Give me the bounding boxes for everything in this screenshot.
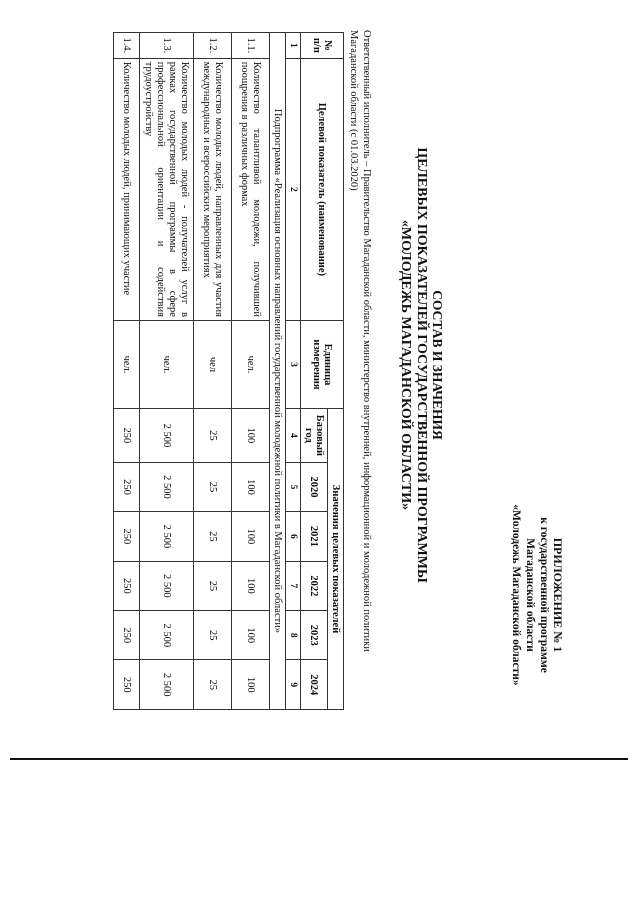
row-2022: 250 — [114, 561, 140, 610]
column-index: 1 — [286, 33, 301, 59]
document-title — [397, 20, 445, 710]
row-2021: 250 — [114, 512, 140, 561]
header-year: 2023 — [301, 611, 328, 660]
row-2021: 25 — [194, 512, 232, 561]
row-2021: 100 — [232, 512, 270, 561]
row-base: 100 — [232, 409, 270, 463]
column-index: 6 — [286, 512, 301, 561]
appendix-header — [509, 490, 565, 700]
title-line-2: ЦЕЛЕВЫХ ПОКАЗАТЕЛЕЙ ГОСУДАРСТВЕННОЙ ПРОГРАММЫ — [414, 147, 429, 583]
indicators-table — [113, 32, 344, 710]
row-num: 1.1. — [232, 33, 270, 59]
row-num: 1.2. — [194, 33, 232, 59]
row-indicator: Количество талантливой молодежи, получившей поощрения в различных формах — [232, 58, 270, 320]
header-year: 2021 — [301, 512, 328, 561]
row-indicator: Количество молодых людей, принимающих участие — [114, 58, 140, 320]
row-unit: чел. — [114, 320, 140, 408]
row-num: 1.4. — [114, 33, 140, 59]
appendix-line-2: Магаданской области — [524, 538, 536, 652]
rotated-page — [121, 20, 565, 710]
table-row — [232, 33, 270, 710]
subprogram-title: Подпрограмма «Реализация основных направлений государственной молодежной политики в Магаданской области» — [270, 33, 286, 710]
column-index: 9 — [286, 660, 301, 710]
row-2020: 100 — [232, 462, 270, 511]
row-2022: 2 500 — [140, 561, 194, 610]
row-2023: 25 — [194, 611, 232, 660]
row-2024: 25 — [194, 660, 232, 710]
table-row — [194, 33, 232, 710]
header-year: 2024 — [301, 660, 328, 710]
header-values-group: Значения целевых показателей — [328, 409, 344, 710]
row-unit: чел. — [140, 320, 194, 408]
row-2024: 2 500 — [140, 660, 194, 710]
column-index: 3 — [286, 320, 301, 408]
row-2020: 250 — [114, 462, 140, 511]
header-num: № п/п — [301, 33, 344, 59]
row-2023: 2 500 — [140, 611, 194, 660]
row-num: 1.3. — [140, 33, 194, 59]
table-row — [114, 33, 140, 710]
header-indicator: Целевой показатель (наименование) — [301, 58, 344, 320]
row-2020: 2 500 — [140, 462, 194, 511]
header-year: 2022 — [301, 561, 328, 610]
row-indicator: Количество молодых людей, направленных для участия международных и всероссийских мероприятиях — [194, 58, 232, 320]
column-index: 4 — [286, 409, 301, 463]
column-index: 7 — [286, 561, 301, 610]
title-line-1: СОСТАВ И ЗНАЧЕНИЯ — [430, 290, 445, 440]
column-index: 2 — [286, 58, 301, 320]
header-year: 2020 — [301, 462, 328, 511]
subprogram-row — [270, 33, 286, 710]
page-divider — [10, 758, 628, 760]
title-line-3: «МОЛОДЕЖЬ МАГАДАНСКОЙ ОБЛАСТИ» — [398, 219, 413, 511]
row-unit: чел — [194, 320, 232, 408]
column-index: 5 — [286, 462, 301, 511]
header-base-year: Базовый год — [301, 409, 328, 463]
row-2022: 25 — [194, 561, 232, 610]
row-2022: 100 — [232, 561, 270, 610]
row-base: 2 500 — [140, 409, 194, 463]
row-2020: 25 — [194, 462, 232, 511]
row-2023: 100 — [232, 611, 270, 660]
table-row — [140, 33, 194, 710]
header-unit: Единица измерения — [301, 320, 344, 408]
appendix-line-1: к государственной программе — [538, 517, 550, 673]
header-row-1 — [328, 33, 344, 710]
column-index-row — [286, 33, 301, 710]
row-2024: 100 — [232, 660, 270, 710]
column-index: 8 — [286, 611, 301, 660]
responsible-executor: Ответственный исполнитель – Правительство Магаданской области, министерство внутренней, информационной и молодежной политики Магаданской области (с 01.03.2020) — [348, 30, 372, 652]
row-2023: 250 — [114, 611, 140, 660]
row-2024: 250 — [114, 660, 140, 710]
appendix-line-3: «Молодежь Магаданской области» — [510, 504, 522, 686]
row-2021: 2 500 — [140, 512, 194, 561]
row-base: 250 — [114, 409, 140, 463]
row-base: 25 — [194, 409, 232, 463]
row-unit: чел. — [232, 320, 270, 408]
row-indicator: Количество молодых людей - получателей услуг в рамках государственной программы в сфере профессиональной ориентации и содействия трудоустройству — [140, 58, 194, 320]
appendix-number: ПРИЛОЖЕНИЕ № 1 — [551, 537, 565, 653]
